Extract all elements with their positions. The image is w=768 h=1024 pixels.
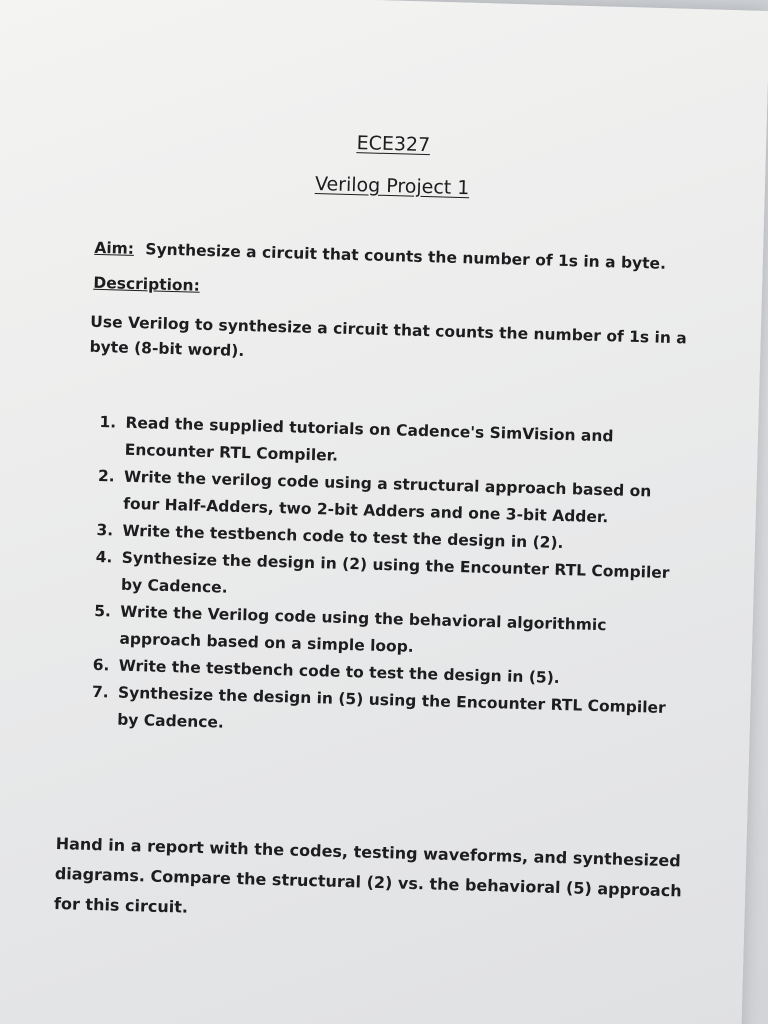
- step-number: 5.: [93, 601, 112, 621]
- step-number: 7.: [91, 682, 109, 702]
- step-number: 3.: [96, 520, 114, 540]
- step-text: Synthesize the design in (2) using the Encounter RTL Compiler by Cadence.: [120, 548, 670, 597]
- steps-list: [91, 409, 690, 749]
- hand-in-instructions: Hand in a report with the codes, testing waveforms, and synthesized diagrams. Compare the structural (2) vs. the behavioral (5) approach for this circuit.: [53, 833, 682, 917]
- step-number: 6.: [92, 655, 110, 675]
- step-text: Write the verilog code using a structural approach based on four Half-Adders, two 2-bit Adders and one 3-bit Adder.: [122, 467, 652, 527]
- step-text: Read the supplied tutorials on Cadence's SimVision and Encounter RTL Compiler.: [124, 413, 614, 465]
- step-text: Write the Verilog code using the behavioral algorithmic approach based on a simple loop.: [119, 602, 607, 656]
- course-title: ECE327: [356, 132, 431, 157]
- step-text: Synthesize the design in (5) using the Encounter RTL Compiler by Cadence.: [116, 683, 666, 732]
- project-title: Verilog Project 1: [314, 172, 470, 200]
- step-number: 1.: [99, 413, 117, 432]
- aim-text: Synthesize a circuit that counts the number of 1s in a byte.: [145, 240, 667, 273]
- step-text: Write the testbench code to test the design in (5).: [118, 656, 560, 687]
- step-number: 2.: [97, 467, 115, 486]
- aim-line: [94, 239, 666, 273]
- description-text: Use Verilog to synthesize a circuit that counts the number of 1s in a byte (8-bit word).: [89, 312, 687, 361]
- step-text: Write the testbench code to test the design in (2).: [122, 521, 564, 553]
- step-number: 4.: [95, 547, 113, 567]
- description-label: Description:: [93, 273, 201, 295]
- aim-label: Aim:: [94, 238, 135, 258]
